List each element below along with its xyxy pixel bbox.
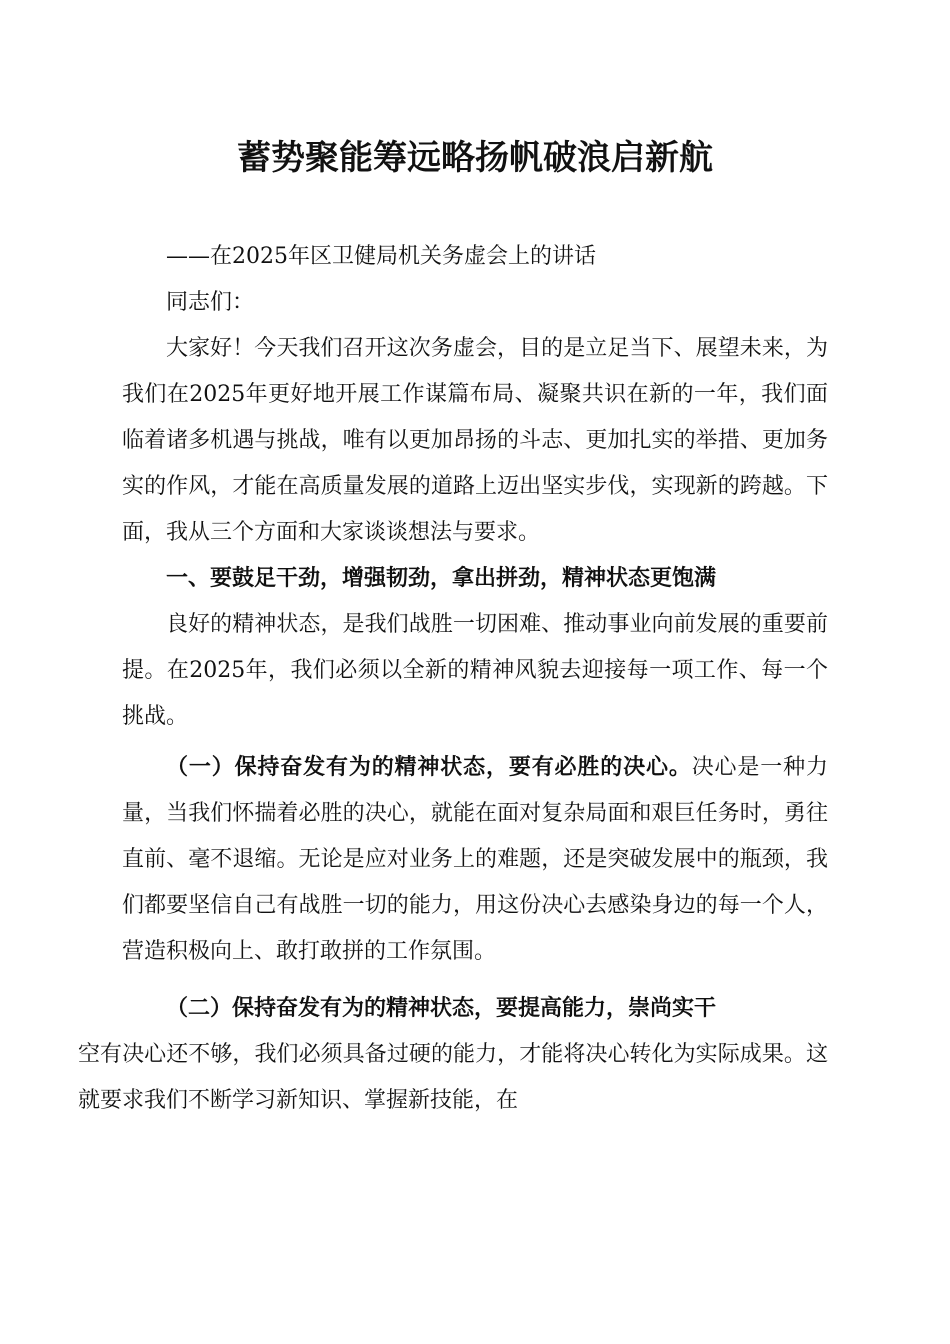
- section-1-heading: 一、要鼓足干劲，增强韧劲，拿出拼劲，精神状态更饱满: [166, 566, 717, 591]
- item-1-body: 决心是一种力量，当我们怀揣着必胜的决心，就能在面对复杂局面和艰巨任务时，勇往直前、毫不退缩。无论是应对业务上的难题，还是突破发展中的瓶颈，我们都要坚信自己有战胜一切的能力，用这份决心去感染身边的每一个人，营造积极向上、敢打敢拼的工作氛围。: [122, 755, 828, 964]
- item-1-paragraph: [122, 744, 828, 975]
- document-title: 蓄势聚能筹远略扬帆破浪启新航: [237, 138, 713, 178]
- item-2-paragraph: [78, 985, 828, 1124]
- document-subtitle: ——在2025年区卫健局机关务虚会上的讲话: [166, 244, 596, 269]
- item-2-lead: （二）保持奋发有为的精神状态，要提高能力，崇尚实干: [166, 995, 717, 1021]
- section-1-paragraph: 良好的精神状态，是我们战胜一切困难、推动事业向前发展的重要前提。在2025年，我们必须以全新的精神风貌去迎接每一项工作、每一个挑战。: [122, 612, 828, 729]
- intro-paragraph: 大家好！今天我们召开这次务虚会，目的是立足当下、展望未来，为我们在2025年更好地开展工作谋篇布局、凝聚共识在新的一年，我们面临着诸多机遇与挑战，唯有以更加昂扬的斗志、更加扎实的举措、更加务实的作风，才能在高质量发展的道路上迈出坚实步伐，实现新的跨越。下面，我从三个方面和大家谈谈想法与要求。: [122, 336, 828, 545]
- salutation: 同志们：: [166, 290, 255, 315]
- document-body: [78, 234, 828, 1124]
- item-2-body: 空有决心还不够，我们必须具备过硬的能力，才能将决心转化为实际成果。这就要求我们不断学习新知识、掌握新技能，在: [78, 1042, 828, 1113]
- item-1-lead: （一）保持奋发有为的精神状态，要有必胜的决心。: [166, 754, 692, 780]
